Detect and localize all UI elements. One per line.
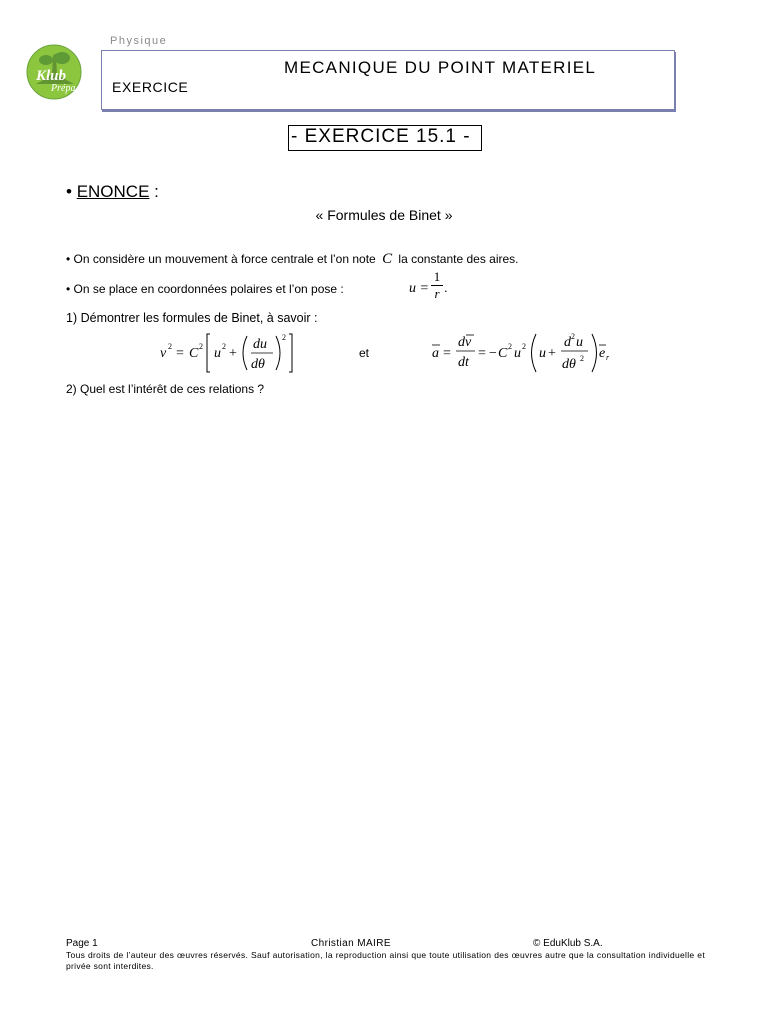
bullet: •	[66, 182, 72, 201]
section-heading-text: ENONCE	[76, 182, 150, 201]
binet-velocity-formula	[156, 328, 301, 378]
section-heading-colon: :	[149, 182, 159, 201]
klub-prepa-logo	[22, 44, 86, 100]
svg-text:2: 2	[282, 333, 286, 342]
svg-text:u: u	[576, 335, 583, 350]
line2-period: .	[444, 280, 448, 295]
line1-text-b: la constante des aires.	[398, 252, 519, 266]
svg-text:v: v	[160, 346, 167, 361]
binet-acceleration-formula	[428, 328, 618, 378]
svg-text:u: u	[514, 346, 521, 361]
footer-author: Christian MAIRE	[311, 938, 391, 949]
u-definition-fraction	[431, 270, 443, 301]
question-2: 2) Quel est l’intérêt de ces relations ?	[66, 382, 265, 396]
svg-text:d: d	[564, 335, 571, 350]
exercise-title: - EXERCICE 15.1 -	[291, 126, 471, 147]
svg-text:u: u	[214, 346, 221, 361]
svg-text:2: 2	[222, 342, 226, 351]
svg-text:2: 2	[199, 342, 203, 351]
fraction-numerator: 1	[433, 269, 441, 284]
svg-text:C: C	[498, 346, 508, 361]
svg-text:=: =	[478, 346, 486, 361]
formula-joiner: et	[359, 346, 370, 360]
svg-text:dv: dv	[458, 335, 472, 350]
subject-label: Physique	[110, 35, 168, 47]
svg-text:2: 2	[580, 354, 584, 363]
document-type: EXERCICE	[112, 79, 189, 95]
statement-line-2: • On se place en coordonnées polaires et l’on pose :	[66, 282, 344, 296]
svg-text:2: 2	[508, 342, 512, 351]
section-heading	[66, 182, 159, 202]
svg-text:=: =	[176, 346, 184, 361]
svg-text:a: a	[432, 346, 439, 361]
svg-text:2: 2	[522, 342, 526, 351]
footer-copyright: © EduKlub S.A.	[533, 938, 603, 949]
svg-text:2: 2	[571, 332, 575, 341]
svg-text:dθ: dθ	[562, 357, 576, 372]
statement-line-1	[66, 251, 519, 268]
footer-legal-notice: Tous droits de l’auteur des œuvres réservés. Sauf autorisation, la reproduction ainsi que toute utilisation des œuvres autre que la consultation individuelle et privée sont interdites.	[66, 950, 705, 971]
svg-text:r: r	[606, 353, 610, 362]
svg-text:=: =	[443, 346, 451, 361]
svg-text:Prépa: Prépa	[51, 83, 76, 94]
svg-text:−: −	[489, 346, 497, 361]
svg-text:du: du	[253, 337, 267, 352]
svg-text:dt: dt	[458, 355, 469, 370]
svg-text:+: +	[548, 346, 556, 361]
fraction-denominator: r	[434, 286, 440, 301]
question-1: 1) Démontrer les formules de Binet, à savoir :	[66, 311, 318, 325]
svg-text:e: e	[599, 346, 606, 361]
exercise-subtitle: « Formules de Binet »	[315, 207, 453, 223]
constant-c: C	[382, 251, 393, 267]
course-title: MECANIQUE DU POINT MATERIEL	[284, 58, 597, 77]
svg-text:2: 2	[168, 342, 172, 351]
svg-text:u: u	[539, 346, 546, 361]
svg-text:+: +	[229, 346, 237, 361]
svg-text:C: C	[189, 346, 199, 361]
line1-text-a: • On considère un mouvement à force centrale et l’on note	[66, 252, 376, 266]
svg-text:dθ: dθ	[251, 357, 265, 372]
svg-text:Klub: Klub	[36, 68, 67, 84]
u-definition-lhs: u =	[409, 281, 429, 296]
footer-page-number: Page 1	[66, 938, 98, 949]
